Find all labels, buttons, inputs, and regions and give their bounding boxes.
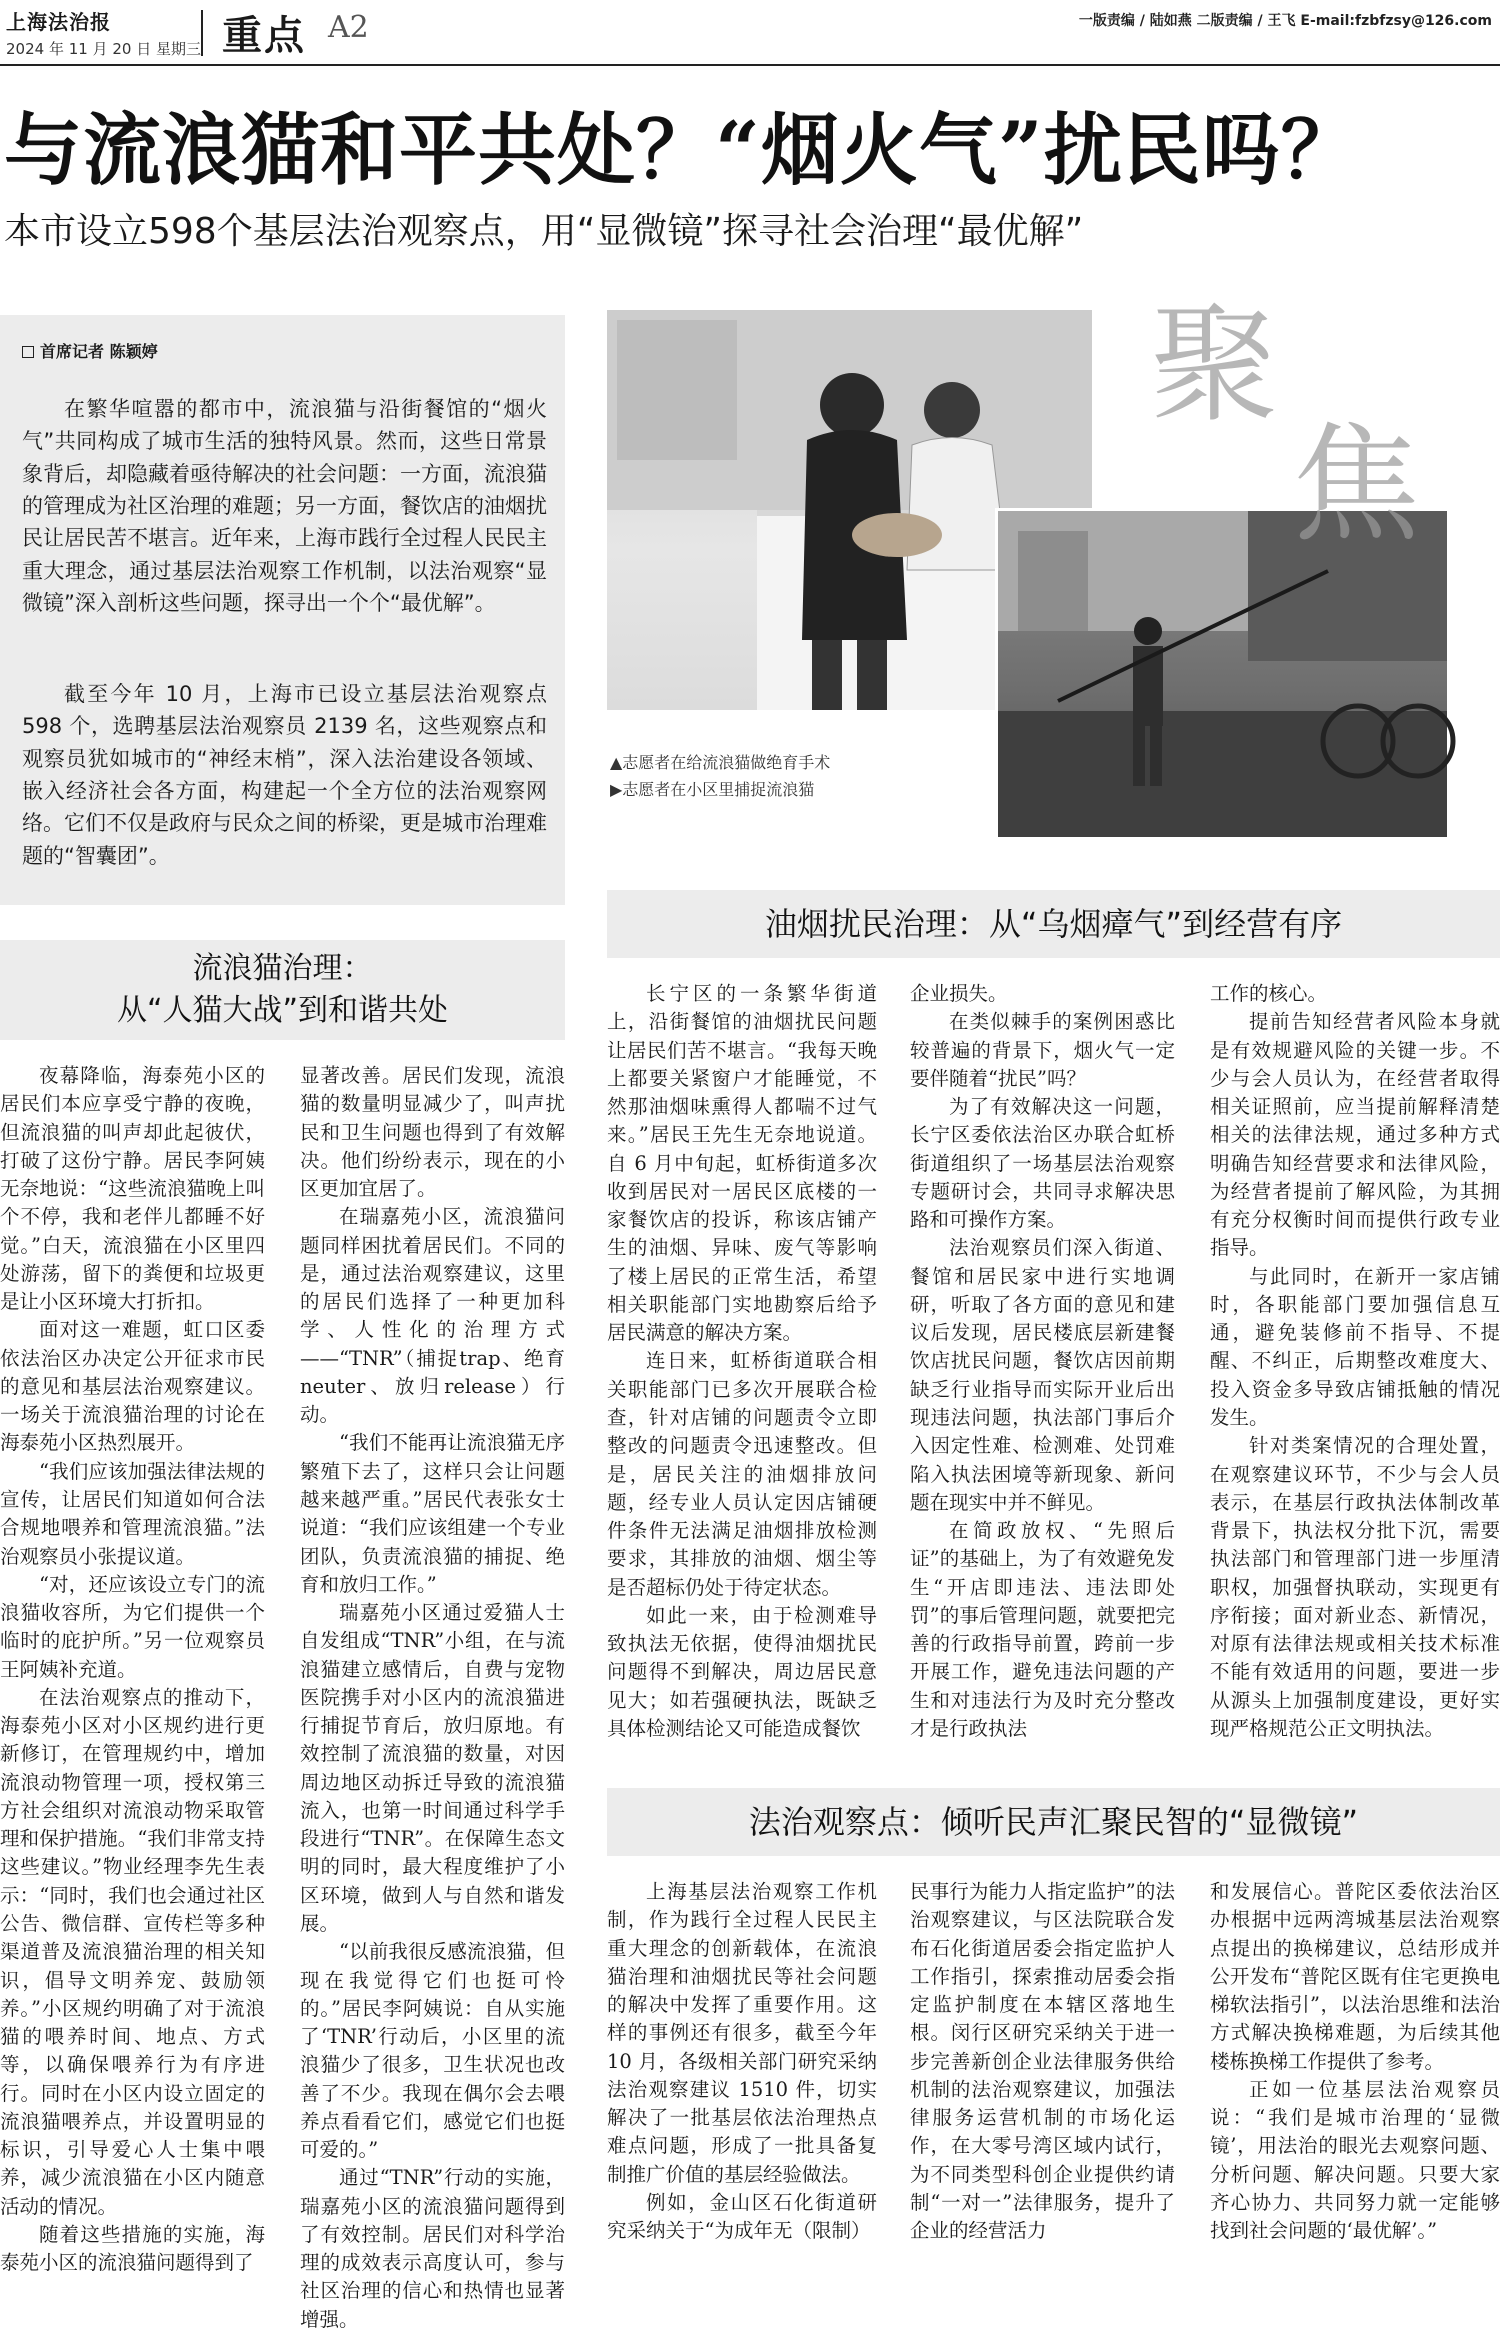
subheadline: 本市设立598个基层法治观察点，用“显微镜”探寻社会治理“最优解” [4,211,1084,252]
square-icon [22,346,34,358]
paragraph: 在法治观察点的推动下，海泰苑小区对小区规约进行更新修订，在管理规约中，增加流浪动物管理一项，授权第三方社会组织对流浪动物采取管理和保护措施。“我们非常支持这些建议。”物业经理李先生表示：“同时，我们也会通过社区公告、微信群、宣传栏等多种渠道普及流浪猫治理的相关知识，倡导文明养宠、鼓励领养。”小区规约明确了对于流浪猫的喂养时间、地点、方式等，以确保喂养行为有序进行。同时在小区内设立固定的流浪猫喂养点，并设置明显的标识，引导爱心人士集中喂养，减少流浪猫在小区内随意活动的情况。 [0,1685,265,2218]
paragraph: 针对类案情况的合理处置，在观察建议环节，不少与会人员表示，在基层行政执法体制改革背景下，执法权分批下沉，需要执法部门和管理部门进一步厘清职权，加强督执联动，实现更有序衔接；面对新业态、新情况，对原有法律法规或相关技术标准不能有效适用的问题，要进一步从源头上加强制度建设，更好实现严格规范公正文明执法。 [1210,1434,1500,1740]
article-column [607,980,877,1770]
photo-caption: ▲志愿者在给流浪猫做绝育手术 [610,753,831,772]
focus-char-ju: 聚 [1150,291,1279,440]
byline [22,339,158,362]
paragraph: 夜幕降临，海泰苑小区的居民们本应享受宁静的夜晚，但流浪猫的叫声却此起彼伏，打破了这份宁静。居民李阿姨无奈地说：“这些流浪猫晚上叫个不停，我和老伴儿都睡不好觉。”白天，流浪猫在小区里四处游荡，留下的粪便和垃圾更是让小区环境大打折扣。 [0,1064,265,1314]
section-title-line: 从“人猫大战”到和谐共处 [116,993,449,1028]
paragraph: 在瑞嘉苑小区，流浪猫问题同样困扰着居民们。不同的是，通过法治观察建议，这里的居民们选择了一种更加科学、人性化的治理方式——“TNR”（捕捉trap、绝育neuter、放归release）行动。 [300,1205,565,1427]
paragraph: 通过“TNR”行动的实施，瑞嘉苑小区的流浪猫问题得到了有效控制。居民们对科学治理的成效表示高度认可，参与社区治理的信心和热情也显著增强。 [300,2166,565,2331]
editors-line: 一版责编 / 陆如燕 二版责编 / 王飞 E-mail:fzbfzsy@126.com [1078,13,1492,29]
paragraph: 工作的核心。 [1210,982,1328,1005]
page-number: A2 [328,10,369,45]
paragraph: 与此同时，在新开一家店铺时，各职能部门要加强信息互通，避免装修前不指导、不提醒、不纠正，后期整改难度大、投入资金多导致店铺抵触的情况发生。 [1210,1264,1500,1429]
paper-name: 上海法治报 [6,10,111,34]
photo-caption: ▶志愿者在小区里捕捉流浪猫 [610,780,815,799]
section-heading-stray-cats [0,940,565,1040]
paragraph: 和发展信心。普陀区委依法治区办根据中远两湾城基层法治观察点提出的换梯建议，总结形成并公开发布“普陀区既有住宅更换电梯软法指引”，以法治思维和法治方式解决换梯难题，为后续其他楼栋换梯工作提供了参考。 [1210,1880,1500,2073]
paragraph: 法治观察员们深入街道、餐馆和居民家中进行实地调研，听取了各方面的意见和建议后发现，居民楼底层新建餐饮店扰民问题，餐饮店因前期缺乏行业指导而实际开业后出现违法问题，执法部门事后介入因定性难、检测难、处罚难陷入执法困境等新现象、新问题在现实中并不鲜见。 [910,1236,1175,1514]
masthead-divider [201,10,203,56]
paragraph: 随着这些措施的实施，海泰苑小区的流浪猫问题得到了 [0,2222,265,2275]
article-column [1210,980,1500,1770]
section-title-line: 流浪猫治理： [192,951,373,986]
article-column [0,1062,265,2275]
lead-paragraph: 在繁华喧嚣的都市中，流浪猫与沿街餐馆的“烟火气”共同构成了城市生活的独特风景。然而，这些日常景象背后，却隐藏着亟待解决的社会问题：一方面，流浪猫的管理成为社区治理的难题；另一方面，餐饮店的油烟扰民让居民苦不堪言。近年来，上海市践行全过程人民民主重大理念，通过基层法治观察工作机制，以法治观察“显微镜”深入剖析这些问题，探寻出一个个“最优解”。 [22,397,547,615]
paragraph: 长宁区的一条繁华街道上，沿街餐馆的油烟扰民问题让居民们苦不堪言。“我每天晚上都要关紧窗户才能睡觉，不然那油烟味熏得人都喘不过气来。”居民王先生无奈地说道。自 6 月中旬起，虹桥街道多次收到居民对一居民区底楼的一家餐饮店的投诉，称该店铺产生的油烟、异味、废气等影响了楼上居民的正常生活，希望相关职能部门实地勘察后给予居民满意的解决方案。 [607,982,877,1345]
section-heading-oil-smoke: 油烟扰民治理：从“乌烟瘴气”到经营有序 [607,890,1500,958]
paragraph: 上海基层法治观察工作机制，作为践行全过程人民民主重大理念的创新载体，在流浪猫治理和油烟扰民等社会问题的解决中发挥了重要作用。这样的事例还有很多，截至今年 10 月，各级相关部门研究采纳法治观察建议 1510 件，切实解决了一批基层依法治理热点难点问题，形成了一批具备复制推广价值的基层经验做法。 [607,1880,877,2186]
paragraph: “以前我很反感流浪猫，但现在我觉得它们也挺可怜的。”居民李阿姨说：自从实施了‘TNR’行动后，小区里的流浪猫少了很多，卫生状况也改善了不少。我现在偶尔会去喂养点看看它们，感觉它们也挺可爱的。” [300,1940,565,2162]
paragraph: 正如一位基层法治观察员说：“我们是城市治理的‘显微镜’，用法治的眼光去观察问题、分析问题、解决问题。只要大家齐心协力、共同努力就一定能够找到社会问题的‘最优解’。” [1210,2077,1500,2243]
issue-date: 2024 年 11 月 20 日 星期三 [6,40,201,58]
paragraph: 在简政放权、“先照后证”的基础上，为了有效避免发生“开店即违法、违法即处罚”的事后管理问题，就要把完善的行政指导前置，跨前一步开展工作，避免违法问题的产生和对违法行为及时充分整改才是行政执法 [910,1519,1175,1740]
focus-char-jiao: 焦 [1292,411,1421,560]
paragraph: 显著改善。居民们发现，流浪猫的数量明显减少了，叫声扰民和卫生问题也得到了有效解决。他们纷纷表示，现在的小区更加宜居了。 [300,1064,565,1201]
paragraph: 瑞嘉苑小区通过爱猫人士自发组成“TNR”小组，在与流浪猫建立感情后，自费与宠物医院携手对小区内的流浪猫进行捕捉节育后，放归原地。有效控制了流浪猫的数量，对因周边地区动拆迁导致的流浪猫流入，也第一时间通过科学手段进行“TNR”。在保障生态文明的同时，最大程度维护了小区环境，做到人与自然和谐发展。 [300,1601,565,1935]
paragraph: 例如，金山区石化街道研究采纳关于“为成年无（限制） [607,2190,877,2243]
paragraph: 民事行为能力人指定监护”的法治观察建议，与区法院联合发布石化街道居委会指定监护人工作指引，探索推动居委会指定监护制度在本辖区落地生根。闵行区研究采纳关于进一步完善新创企业法律服务供给机制的法治观察建议，加强法律服务运营机制的市场化运作，在大零号湾区域内试行，为不同类型科创企业提供约请制“一对一”法律服务，提升了企业的经营活力 [910,1880,1175,2243]
paragraph: 为了有效解决这一问题，长宁区委依法治区办联合虹桥街道组织了一场基层法治观察专题研讨会，共同寻求解决思路和可操作方案。 [910,1095,1175,1232]
section-name: 重点 [222,13,306,59]
paragraph: 提前告知经营者风险本身就是有效规避风险的关键一步。不少与会人员认为，在经营者取得相关证照前，应当提前解释清楚相关的法律法规，通过多种方式明确告知经营要求和法律风险，为经营者提前了解风险，为其拥有充分权衡时间而提供行政专业指导。 [1210,1010,1500,1260]
paragraph: 连日来，虹桥街道联合相关职能部门已多次开展联合检查，针对店铺的问题责令立即整改的问题责令迅速整改。但是，居民关注的油烟排放问题，经专业人员认定因店铺硬件条件无法满足油烟排放检测要求，其排放的油烟、烟尘等是否超标仍处于待定状态。 [607,1349,877,1599]
paragraph: 面对这一难题，虹口区委依法治区办决定公开征求市民的意见和基层法治观察建议。一场关于流浪猫治理的讨论在海泰苑小区热烈展开。 [0,1318,265,1455]
paragraph: “我们应该加强法律法规的宣传，让居民们知道如何合法合规地喂养和管理流浪猫。”法治观察员小张提议道。 [0,1459,265,1568]
paragraph: “我们不能再让流浪猫无序繁殖下去了，这样只会让问题越来越严重。”居民代表张女士说道：“我们应该组建一个专业团队，负责流浪猫的捕捉、绝育和放归工作。” [300,1431,565,1596]
article-column [1210,1878,1500,2248]
paragraph: “对，还应该设立专门的流浪猫收容所，为它们提供一个临时的庇护所。”另一位观察员王阿姨补充道。 [0,1572,265,1681]
article-column [910,1878,1175,2248]
paragraph: 在类似棘手的案例困惑比较普遍的背景下，烟火气一定要伴随着“扰民”吗？ [910,1010,1175,1090]
paragraph: 如此一来，由于检测难导致执法无依据，使得油烟扰民问题得不到解决，周边居民意见大；如若强硬执法，既缺乏具体检测结论又可能造成餐饮 [607,1603,877,1740]
article-column [300,1062,565,2331]
article-column [607,1878,877,2248]
section-heading-observation-points: 法治观察点：倾听民声汇聚民智的“显微镜” [607,1788,1500,1856]
lead-paragraph: 截至今年 10 月，上海市已设立基层法治观察点 598 个，选聘基层法治观察员 2139 名，这些观察点和观察员犹如城市的“神经末梢”，深入法治建设各领域、嵌入经济社会各方面，构建起一个全方位的法治观察网络。它们不仅是政府与民众之间的桥梁，更是城市治理难题的“智囊团”。 [22,682,547,868]
article-column [910,980,1175,1770]
paragraph: 企业损失。 [910,982,1008,1005]
headline: 与流浪猫和平共处？“烟火气”扰民吗？ [4,105,1360,196]
byline-text: 首席记者 陈颖婷 [40,342,158,361]
